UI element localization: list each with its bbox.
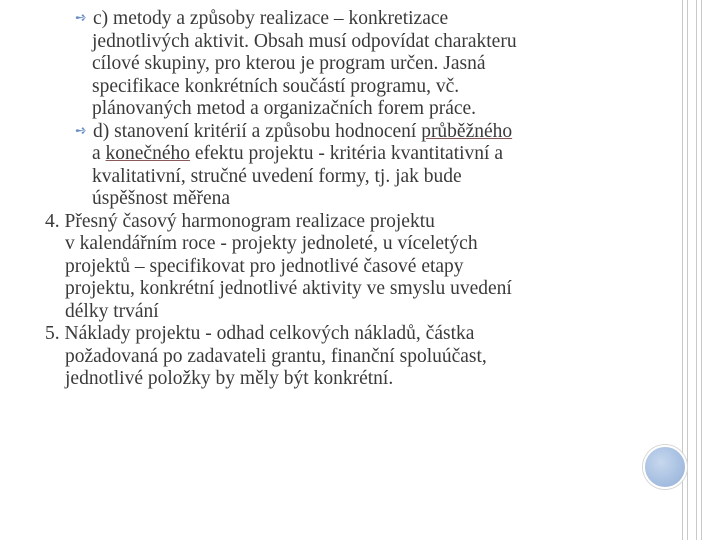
text-line: plánovaných metod a organizačních forem práce.	[92, 98, 477, 119]
text-line: jednotlivých aktivit. Obsah musí odpovídat charakteru	[92, 30, 517, 52]
slide-content	[20, 8, 660, 391]
text-line: stanovení kritérií a způsobu hodnocení	[114, 120, 422, 142]
arrow-bullet-icon: ➺	[75, 123, 87, 139]
numbered-item-5: 5. Náklady projektu - odhad celkových nákladů, částka	[45, 323, 475, 344]
frame-line	[696, 0, 697, 540]
bullet-item-d	[20, 121, 660, 144]
numbered-item-4: 4. Přesný časový harmonogram realizace projektu	[45, 210, 435, 232]
arrow-bullet-icon: ➺	[75, 11, 87, 26]
bullet-item-c	[20, 8, 660, 31]
text-line: jednotlivé položky by měly být konkrétní.	[65, 368, 394, 389]
decorative-circle	[643, 445, 687, 489]
text-line: cílové skupiny, pro kterou je program určen. Jasná	[92, 53, 486, 74]
text-fragment: efektu projektu - kritéria kvantitativní a	[190, 143, 503, 164]
item-marker: d)	[93, 120, 110, 142]
text-fragment: a	[92, 143, 106, 164]
underlined-term: průběžného	[421, 120, 513, 142]
text-line: projektů – specifikovat pro jednotlivé časové etapy	[65, 255, 464, 277]
text-line: délky trvání	[65, 300, 159, 322]
text-line: v kalendářním roce - projekty jednoleté, u víceletých	[65, 233, 478, 254]
text-line: kvalitativní, stručné uvedení formy, tj. jak bude	[92, 165, 462, 187]
text-line: úspěšnost měřena	[92, 188, 231, 209]
frame-line	[701, 0, 702, 540]
underlined-term: konečného	[105, 143, 190, 164]
text-line: projektu, konkrétní jednotlivé aktivity ve smyslu uvedení	[65, 278, 512, 299]
text-line: specifikace konkrétních součástí programu, vč.	[92, 75, 460, 97]
text-line-underlined	[20, 143, 660, 166]
text-line: požadovaná po zadavateli grantu, finanční spoluúčast,	[65, 345, 487, 367]
text-line: metody a způsoby realizace – konkretizace	[113, 8, 449, 29]
frame-line	[687, 0, 688, 540]
item-marker: c)	[93, 8, 109, 29]
